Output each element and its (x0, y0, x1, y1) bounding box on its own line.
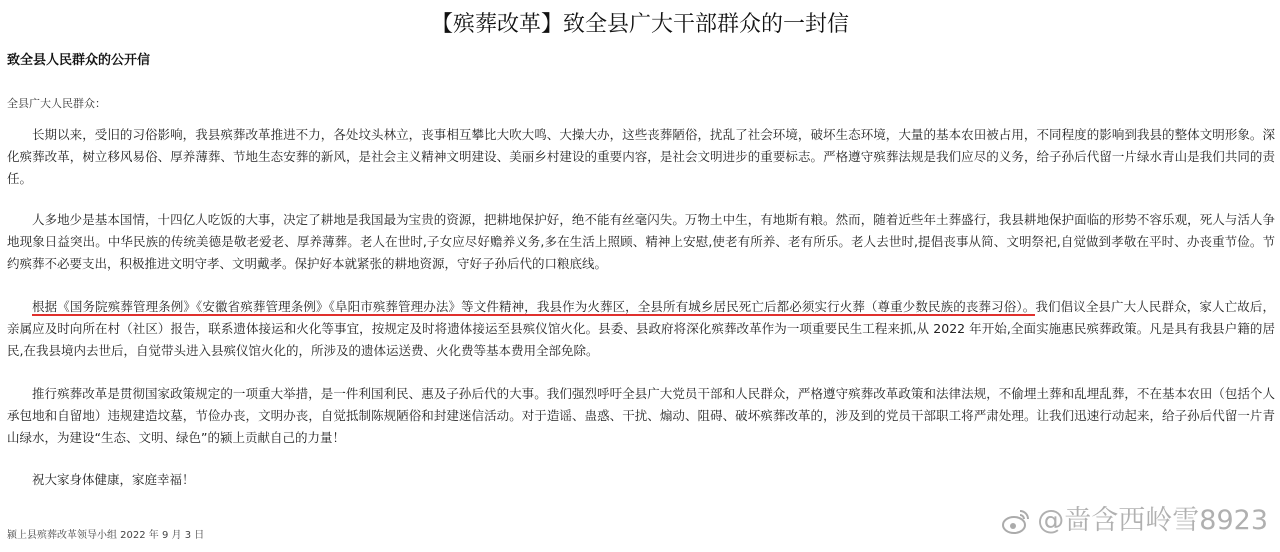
watermark (1001, 504, 1268, 538)
weibo-icon (1001, 506, 1031, 536)
paragraph-1: 长期以来，受旧的习俗影响，我县殡葬改革推进不力，各处坟头林立，丧事相互攀比大吹大鸣、大操大办，这些丧葬陋俗，扰乱了社会环境，破坏生态环境，大量的基本农田被占用，不同程度的影响到我县的整体文明形象。深化殡葬改革，树立移风易俗、厚养薄葬、节地生态安葬的新风，是社会主义精神文明建设、美丽乡村建设的重要内容，是社会文明进步的重要标志。严格遵守殡葬法规是我们应尽的义务，给子孙后代留一片绿水青山是我们共同的责任。 (7, 127, 1275, 186)
paragraph-3-rest: 我们倡议全县广大人民群众，家人亡故后，亲属应及时向所在村（社区）报告，联系遗体接运和火化等事宜，按规定及时将遗体接运至县殡仪馆火化。县委、县政府将深化殡葬改革作为一项重要民生工程来抓,从 2022 年开始,全面实施惠民殡葬政策。凡是具有我县户籍的居民,在我县境内去世后，自觉带头进入县殡仪馆火化的，所涉及的遗体运送费、火化费等基本费用全部免除。 (7, 299, 1275, 358)
paragraph-3 (7, 296, 1275, 362)
paragraph-2: 人多地少是基本国情，十四亿人吃饭的大事，决定了耕地是我国最为宝贵的资源，把耕地保护好，绝不能有丝毫闪失。万物土中生，有地斯有粮。然而，随着近些年土葬盛行，我县耕地保护面临的形势不容乐观，死人与活人争地现象日益突出。中华民族的传统美德是敬老爱老、厚养薄葬。老人在世时,子女应尽好赡养义务,多在生活上照顾、精神上安慰,使老有所养、老有所乐。老人去世时,提倡丧事从简、文明祭祀,自觉做到孝敬在平时、办丧重节俭。节约殡葬不必要支出，积极推进文明守孝、文明戴孝。保护好本就紧张的耕地资源，守好子孙后代的口粮底线。 (7, 212, 1275, 271)
letter-subtitle: 致全县人民群众的公开信 (7, 53, 151, 68)
watermark-text: @啬含西岭雪8923 (1037, 505, 1268, 536)
salutation: 全县广大人民群众： (7, 97, 106, 110)
signature-date: 颍上县殡葬改革领导小组 2022 年 9 月 3 日 (7, 530, 205, 541)
highlighted-sentence: 根据《国务院殡葬管理条例》《安徽省殡葬管理条例》《阜阳市殡葬管理办法》等文件精神，我县作为火葬区，全县所有城乡居民死亡后都必须实行火葬（尊重少数民族的丧葬习俗）。 (32, 299, 1036, 314)
paragraph-4: 推行殡葬改革是贯彻国家政策规定的一项重大举措，是一件利国利民、惠及子孙后代的大事。我们强烈呼吁全县广大党员干部和人民群众，严格遵守殡葬改革政策和法律法规，不偷埋土葬和乱埋乱葬，不在基本农田（包括个人承包地和自留地）违规建造坟墓，节俭办丧，文明办丧，自觉抵制陈规陋俗和封建迷信活动。对于造谣、蛊惑、干扰、煽动、阻碍、破坏殡葬改革的，涉及到的党员干部职工将严肃处理。让我们迅速行动起来，给子孙后代留一片青山绿水，为建设“生态、文明、绿色”的颍上贡献自己的力量！ (7, 386, 1275, 445)
closing-wish: 祝大家身体健康，家庭幸福！ (32, 472, 195, 487)
page-title: 【殡葬改革】致全县广大干部群众的一封信 (430, 12, 849, 37)
